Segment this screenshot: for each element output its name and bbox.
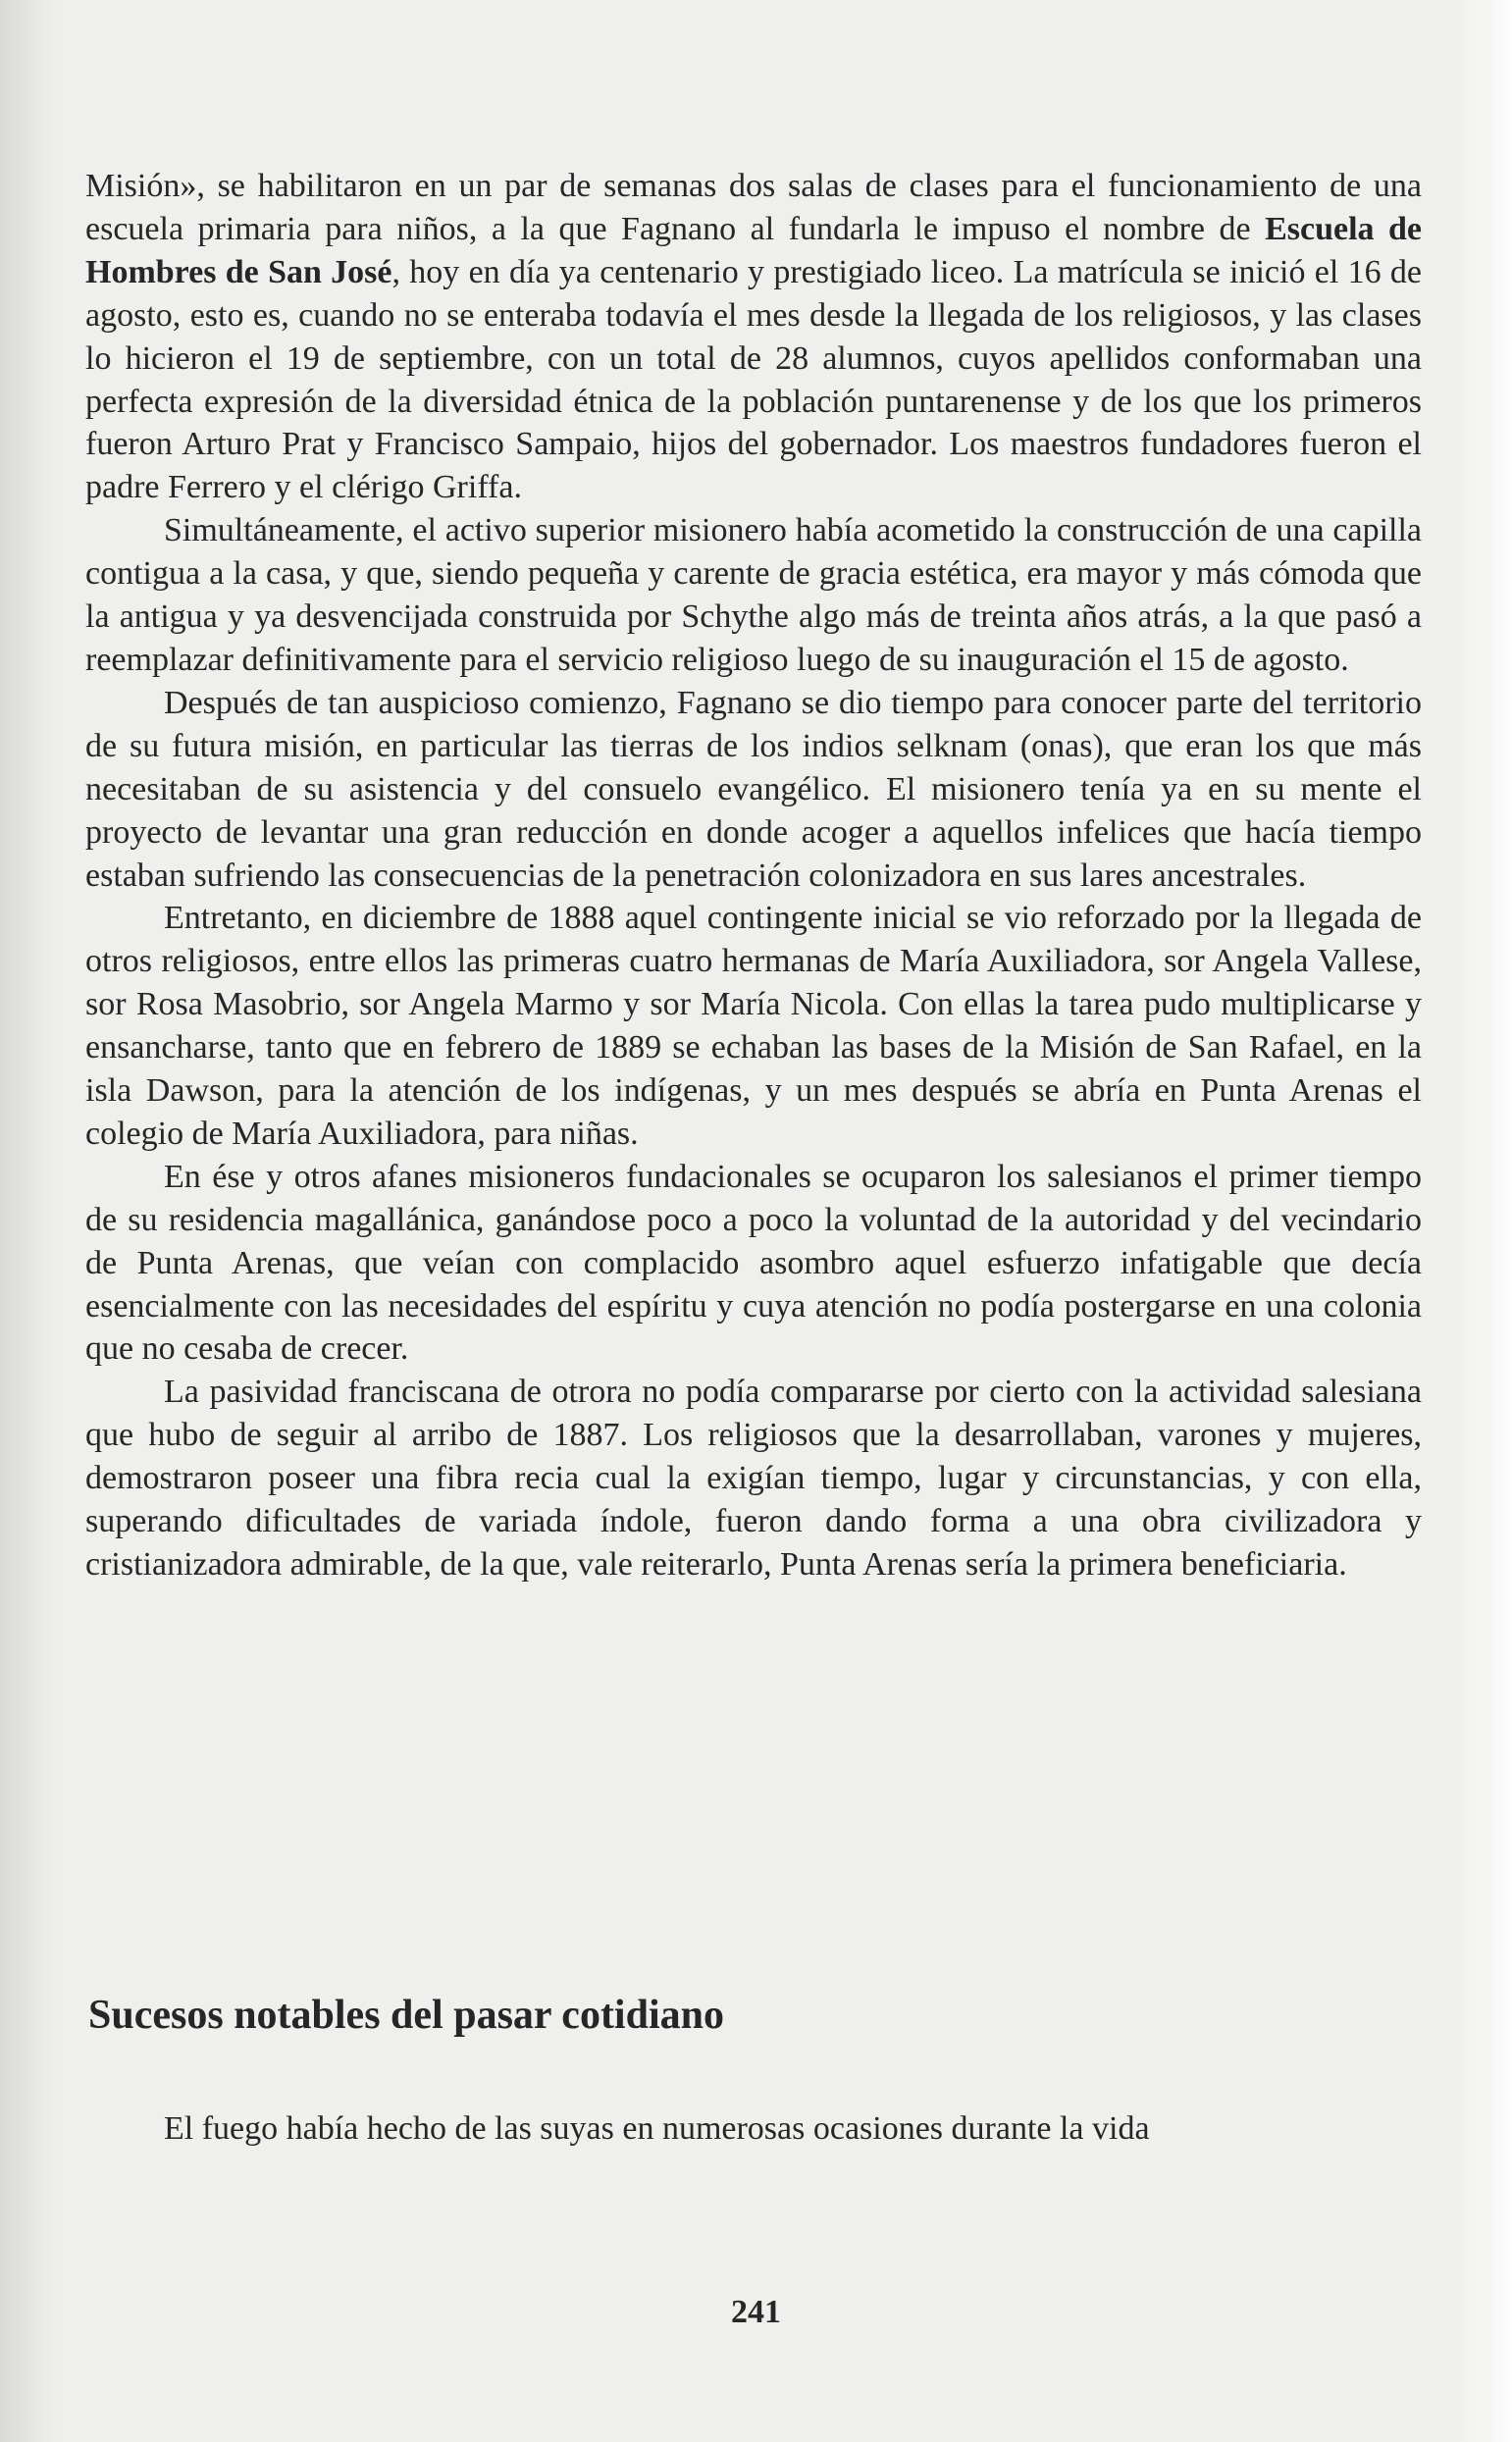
paragraph-6: La pasividad franciscana de otrora no podía compararse por cierto con la actividad salesiana que hubo de seguir al arribo de 1887. Los religiosos que la desarrollaban, varones y mujeres, demostraron poseer una fibra recia cual la exigían tiempo, lugar y circunstancias, y con ella, superando dificultades de variada índole, fueron dando forma a una obra civilizadora y cristianizadora admirable, de la que, vale reiterarlo, Punta Arenas sería la primera beneficiaria.	[85, 1374, 1422, 1583]
paragraph-2: Simultáneamente, el activo superior misionero había acometido la construcción de una capilla contigua a la casa, y que, siendo pequeña y carente de gracia estética, era mayor y más cómoda que la antigua y ya desvencijada construida por Schythe algo más de treinta años atrás, a la que pasó a reemplazar definitivamente para el servicio religioso luego de su inauguración el 15 de agosto.	[85, 512, 1422, 678]
section-first-paragraph: El fuego había hecho de las suyas en numerosas ocasiones durante la vida	[164, 2110, 1150, 2147]
section-heading: Sucesos notables del pasar cotidiano	[88, 1993, 724, 2038]
school-name: Escuela de Hombres de San José	[85, 210, 1423, 290]
page-number: 241	[731, 2294, 781, 2330]
paragraph-1-start: Misión», se habilitaron en un par de semanas dos salas de clases para el funcionamiento de una escuela primaria para niños, a la que Fagnano al fundarla le impuso el nombre de	[85, 168, 1422, 247]
paragraph-5: En ése y otros afanes misioneros fundacionales se ocuparon los salesianos el primer tiempo de su residencia magallánica, ganándose poco a poco la voluntad de la autoridad y del vecindario de Punta Arenas, que veían con complacido asombro aquel esfuerzo infatigable que decía esencialmente con las necesidades del espíritu y cuya atención no podía postergarse en una colonia que no cesaba de crecer.	[85, 1158, 1422, 1368]
page-right-edge	[1453, 0, 1512, 2442]
paragraph-1-end: , hoy en día ya centenario y prestigiado liceo. La matrícula se inició el 16 de agosto, esto es, cuando no se enteraba todavía el mes desde la llegada de los religiosos, y las clases lo hicieron el 19 de septiembre, con un total de 28 alumnos, cuyos apellidos conformaban una perfecta expresión de la diversidad étnica de la población puntarenense y de los que los primeros fueron Arturo Prat y Francisco Sampaio, hijos del gobernador. Los maestros fundadores fueron el padre Ferrero y el clérigo Griffa.	[85, 253, 1422, 506]
paragraph-1	[85, 165, 1422, 509]
paragraph-4: Entretanto, en diciembre de 1888 aquel contingente inicial se vio reforzado por la llegada de otros religiosos, entre ellos las primeras cuatro hermanas de María Auxiliadora, sor Angela Vallese, sor Rosa Masobrio, sor Angela Marmo y sor María Nicola. Con ellas la tarea pudo multiplicarse y ensancharse, tanto que en febrero de 1889 se echaban las bases de la Misión de San Rafael, en la isla Dawson, para la atención de los indígenas, y un mes después se abría en Punta Arenas el colegio de María Auxiliadora, para niñas.	[85, 900, 1422, 1152]
paragraph-3: Después de tan auspicioso comienzo, Fagnano se dio tiempo para conocer parte del territorio de su futura misión, en particular las tierras de los indios selknam (onas), que eran los que más necesitaban de su asistencia y del consuelo evangélico. El misionero tenía ya en su mente el proyecto de levantar una gran reducción en donde acoger a aquellos infelices que hacía tiempo estaban sufriendo las consecuencias de la penetración colonizadora en sus lares ancestrales.	[85, 684, 1422, 894]
body-text	[85, 165, 1422, 1586]
page-spine-shadow	[0, 0, 59, 2442]
